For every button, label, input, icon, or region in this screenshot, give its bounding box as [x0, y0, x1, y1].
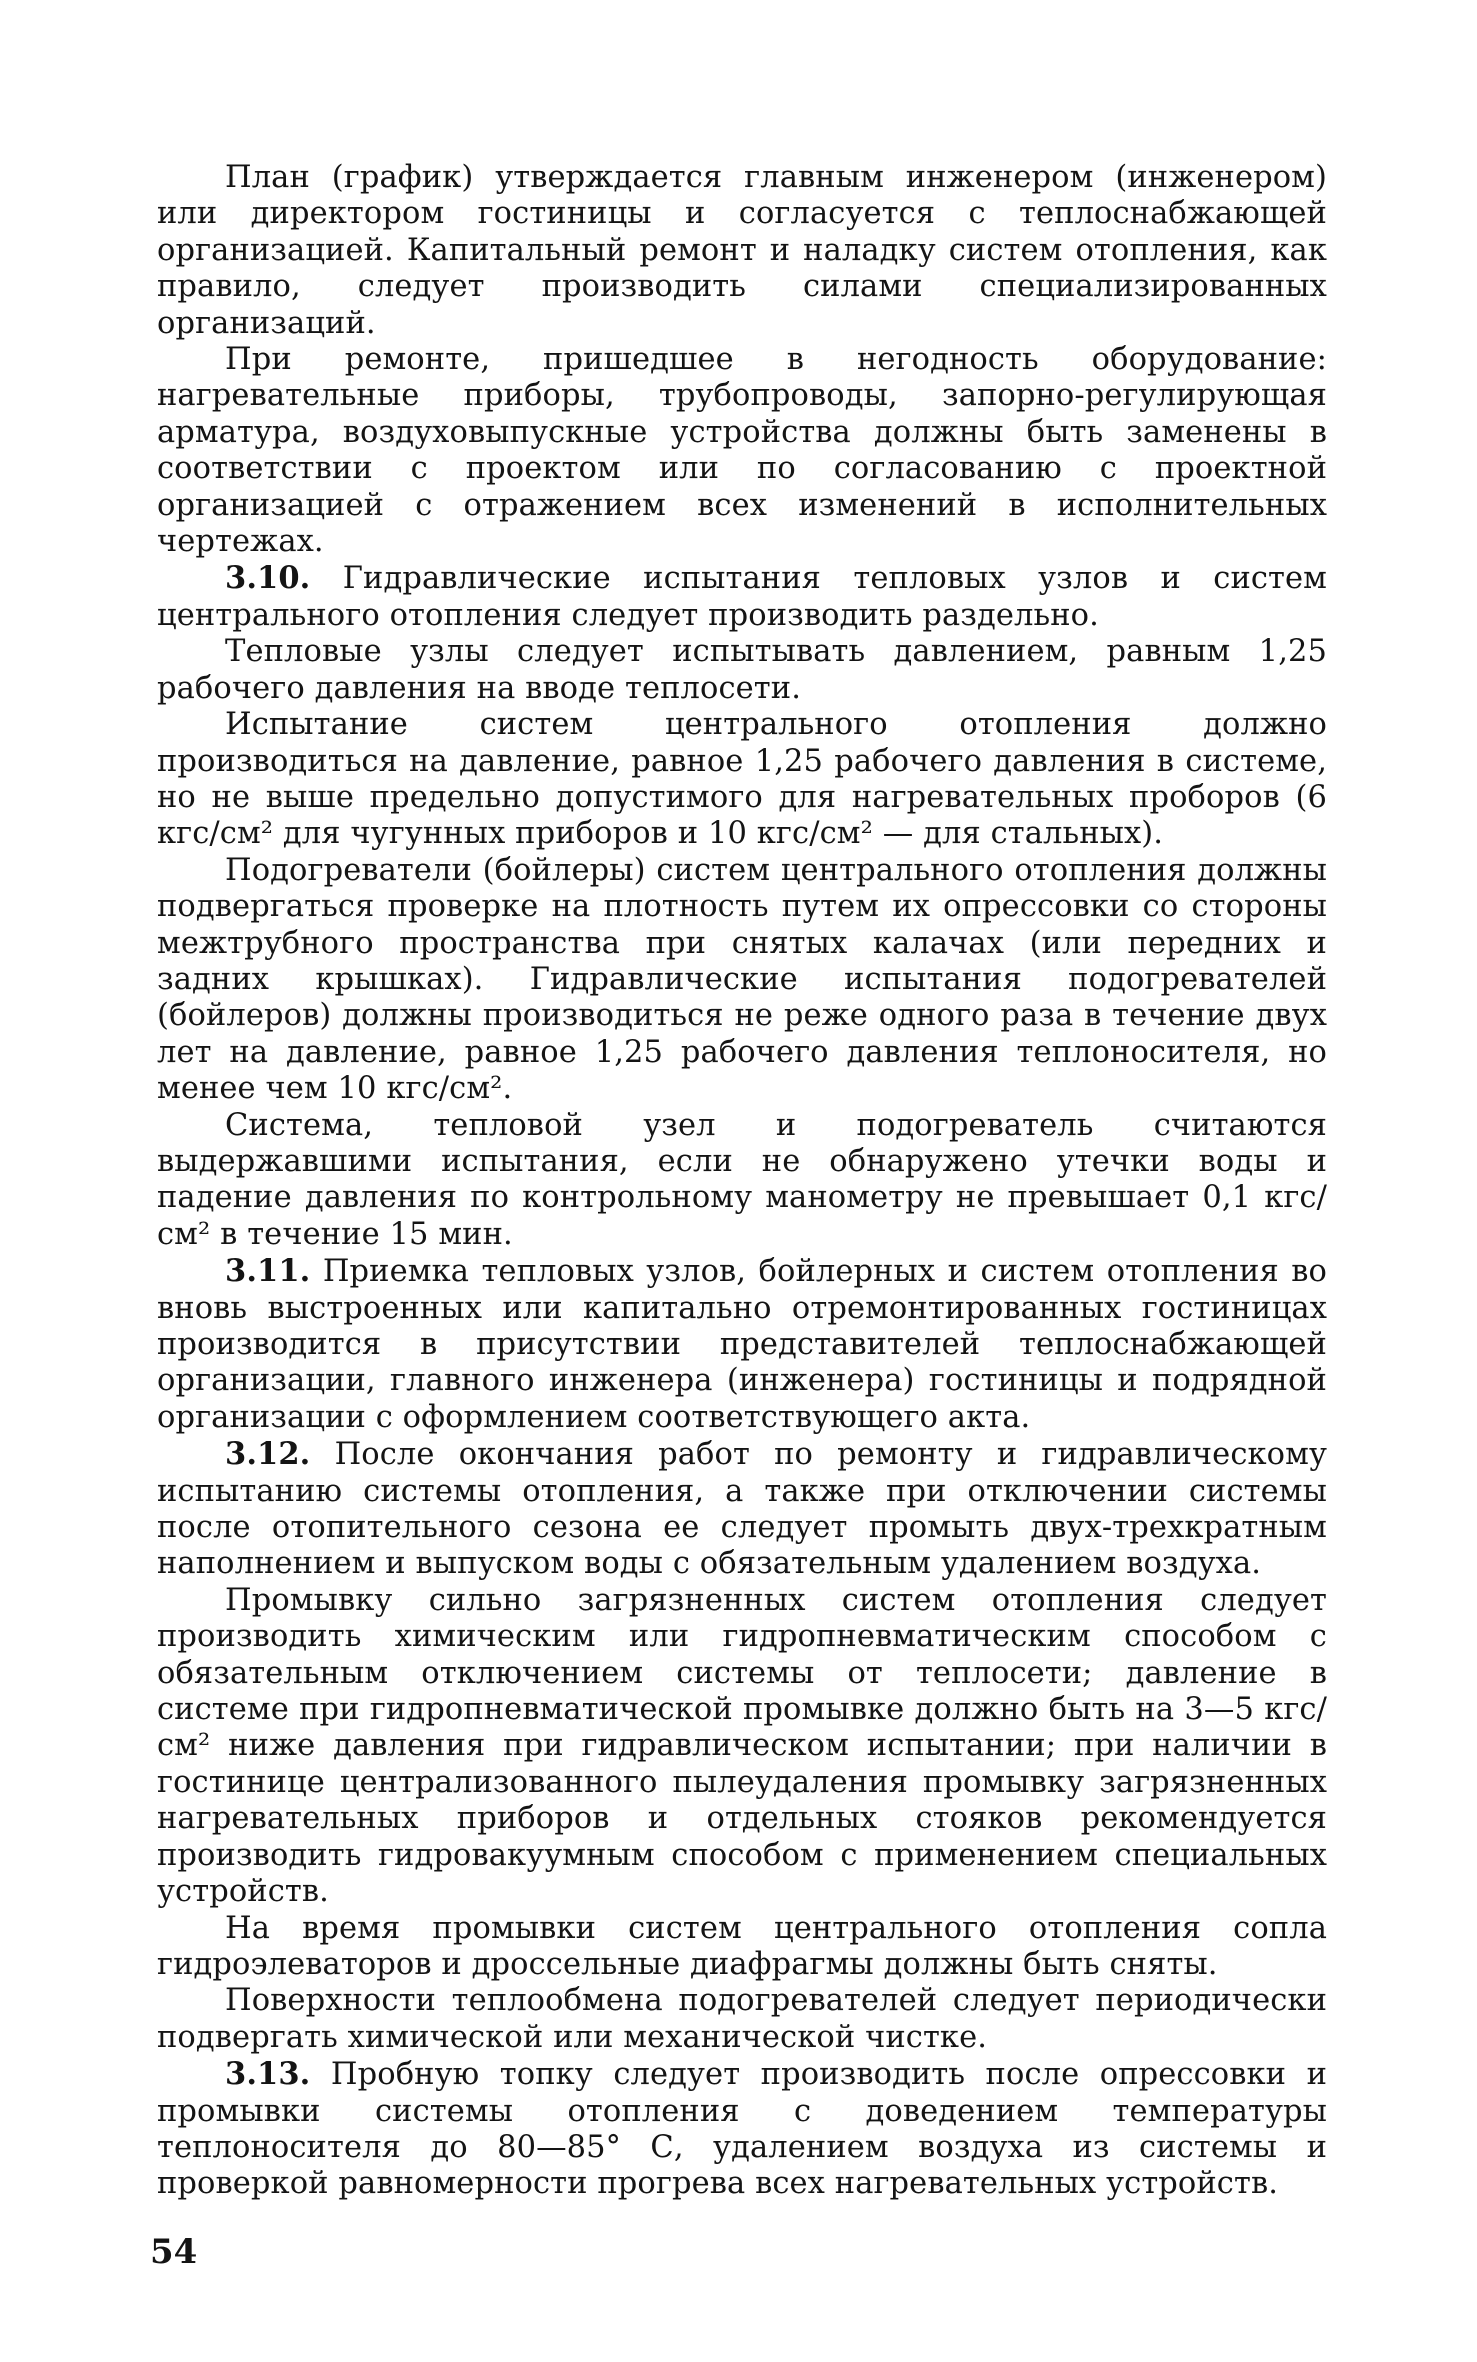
- clause-number: 3.12.: [225, 1436, 311, 1473]
- paragraph-text: Тепловые узлы следует испытывать давлением, равным 1,25 рабочего давления на вводе теплосети.: [157, 634, 1327, 706]
- clause-number: 3.13.: [225, 2056, 311, 2093]
- page-number: 54: [150, 2232, 198, 2272]
- clause-number: 3.10.: [225, 560, 311, 597]
- body-text: [157, 160, 1327, 2203]
- paragraph-text: Пробную топку следует производить после опрессовки и промывки системы отопления с доведением температуры теплоносителя до 80—85° С, удалением воздуха из системы и проверкой равномерности прогрева всех нагревательных устройств.: [157, 2057, 1328, 2202]
- paragraph-nozzles-removal: [157, 1911, 1327, 1984]
- clause-3-10: [157, 560, 1327, 634]
- paragraph-system-test-pressure: [157, 707, 1327, 853]
- clause-number: 3.11.: [225, 1253, 311, 1290]
- paragraph-test-passed-criteria: [157, 1108, 1327, 1254]
- clause-3-11: [157, 1253, 1327, 1436]
- paragraph-text: При ремонте, пришедшее в негодность оборудование: нагревательные приборы, трубопроводы, запорно-регулирующая арматура, воздуховыпускные устройства должны быть заменены в соответствии с проектом или по согласованию с проектной организацией с отражением всех изменений в исполнительных чертежах.: [157, 342, 1327, 560]
- paragraph-text: Приемка тепловых узлов, бойлерных и систем отопления во вновь выстроенных или капитально отремонтированных гостиницах производится в присутствии представителей теплоснабжающей организации, главного инженера (инженера) гостиницы и подрядной организации с оформлением соответствующего акта.: [157, 1254, 1328, 1435]
- paragraph-text: На время промывки систем центрального отопления сопла гидроэлеваторов и дроссельные диафрагмы должны быть сняты.: [157, 1910, 1327, 1982]
- paragraph-text: Промывку сильно загрязненных систем отопления следует производить химическим или гидропневматическим способом с обязательным отключением системы от теплосети; давление в системе при гидропневматической промывке должно быть на 3—5 кгс/см² ниже давления при гидравлическом испытании; при наличии в гостинице централизованного пылеудаления промывку загрязненных нагревательных приборов и отдельных стояков рекомендуется производить гидровакуумным способом с применением специальных устройств.: [157, 1582, 1327, 1910]
- paragraph-heat-nodes-test: [157, 634, 1327, 707]
- paragraph-boilers-test: [157, 853, 1327, 1108]
- paragraph-text: Поверхности теплообмена подогревателей следует периодически подвергать химической или механической чистке.: [157, 1983, 1327, 2055]
- paragraph-text: Система, тепловой узел и подогреватель считаются выдержавшими испытания, если не обнаружено утечки воды и падение давления по контрольному манометру не превышает 0,1 кгс/см² в течение 15 мин.: [157, 1107, 1327, 1252]
- paragraph-heat-exchange-cleaning: [157, 1983, 1327, 2056]
- paragraph-text: Гидравлические испытания тепловых узлов и систем центрального отопления следует производить раздельно.: [157, 561, 1327, 633]
- paragraph-text: План (график) утверждается главным инженером (инженером) или директором гостиницы и согласуется с теплоснабжающей организацией. Капитальный ремонт и наладку систем отопления, как правило, следует производить силами специализированных организаций.: [157, 160, 1327, 341]
- clause-3-12: [157, 1436, 1327, 1583]
- paragraph-text: Испытание систем центрального отопления должно производиться на давление, равное 1,25 рабочего давления в системе, но не выше предельно допустимого для нагревательных проборов (6 кгс/см² для чугунных приборов и 10 кгс/см² — для стальных).: [157, 707, 1327, 852]
- paragraph-plan-approval: [157, 160, 1327, 342]
- clause-3-13: [157, 2056, 1327, 2203]
- paragraph-text: Подогреватели (бойлеры) систем центрального отопления должны подвергаться проверке на плотность путем их опрессовки со стороны межтрубного пространства при снятых калачах (или передних и задних крышках). Гидравлические испытания подогревателей (бойлеров) должны производиться не реже одного раза в течение двух лет на давление, равное 1,25 рабочего давления теплоносителя, но менее чем 10 кгс/см².: [157, 852, 1327, 1107]
- paragraph-flushing-methods: [157, 1583, 1327, 1911]
- paragraph-text: После окончания работ по ремонту и гидравлическому испытанию системы отопления, а также при отключении системы после отопительного сезона ее следует промыть двух-трехкратным наполнением и выпуском воды с обязательным удалением воздуха.: [157, 1437, 1327, 1582]
- paragraph-equipment-replacement: [157, 342, 1327, 560]
